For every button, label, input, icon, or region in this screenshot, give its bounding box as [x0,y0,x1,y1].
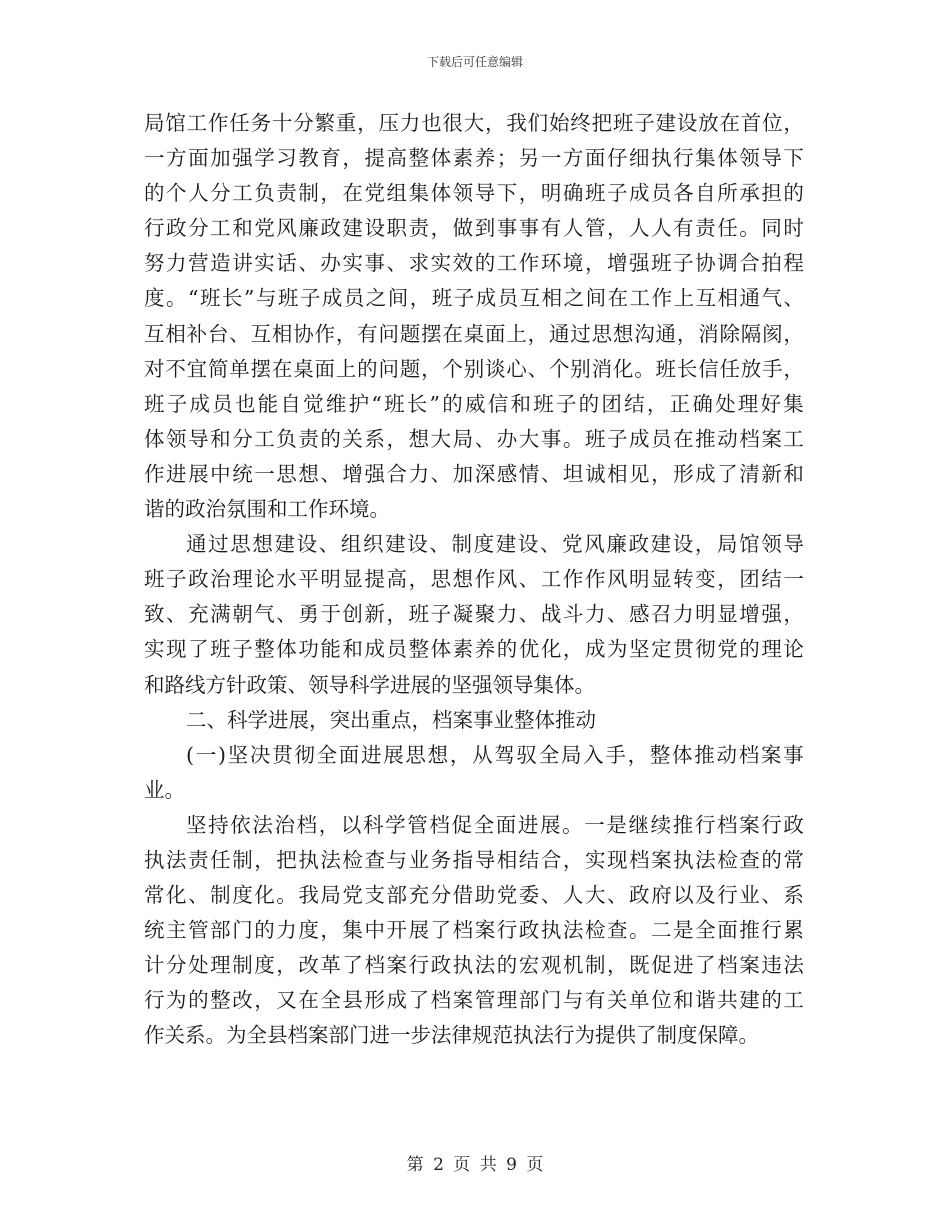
text-line: 的 个 人 分 工 负 责 制 ， 在 党 组 集 体 领 导 下 ， 明 确 班 子 成 员 各 自 所 承 担 的 [144,181,804,206]
text-line: 坚 持 依 法 治 档 ， 以 科 学 管 档 促 全 面 进 展 。 一 是 继 续 推 行 档 案 行 政 [186,812,804,837]
text-line: 二、科学进展，突出重点，档案事业整体推动 [186,707,596,732]
text-line: 业。 [144,777,185,802]
text-line: 统 主 管 部 门 的 力 度 ， 集 中 开 展 了 档 案 行 政 执 法 检 查 。 二 是 全 面 推 行 累 [144,918,804,943]
page-footer: 第 2 页 共 9 页 [406,1155,544,1175]
text-line: ( 一 ) 坚 决 贯 彻 全 面 进 展 思 想 ， 从 驾 驭 全 局 入 手 ， 整 体 推 动 档 案 事 [186,742,804,767]
text-line: 执 法 责 任 制 ， 把 执 法 检 查 与 业 务 指 导 相 结 合 ， 实 现 档 案 执 法 检 查 的 常 [144,847,804,872]
text-line: 体 领 导 和 分 工 负 责 的 关 系 ， 想 大 局 、 办 大 事 。 班 子 成 员 在 推 动 档 案 工 [144,426,804,451]
text-line: 度 。 “ 班 长 ” 与 班 子 成 员 之 间 ， 班 子 成 员 互 相 之 间 在 工 作 上 互 相 通 气 、 [144,286,804,311]
text-line: 通 过 思 想 建 设 、 组 织 建 设 、 制 度 建 设 、 党 风 廉 政 建 设 ， 局 馆 领 导 [186,532,804,557]
body-text [144,106,804,1054]
text-line: 行 政 分 工 和 党 风 廉 政 建 设 职 责 ， 做 到 事 事 有 人 管 ， 人 人 有 责 任 。 同 时 [144,216,804,241]
text-line: 常 化 、 制 度 化 。 我 局 党 支 部 充 分 借 助 党 委 、 人 大 、 政 府 以 及 行 业 、 系 [144,883,804,908]
page-header: 下载后可任意编辑 [426,55,523,69]
text-line: 班 子 成 员 也 能 自 觉 维 护 “ 班 长 ” 的 威 信 和 班 子 的 团 结 ， 正 确 处 理 好 集 [144,391,804,416]
text-line: 致 、 充 满 朝 气 、 勇 于 创 新 ， 班 子 凝 聚 力 、 战 斗 力 、 感 召 力 明 显 增 强 ， [144,602,804,627]
text-line: 行 为 的 整 改 ， 又 在 全 县 形 成 了 档 案 管 理 部 门 与 有 关 单 位 和 谐 共 建 的 工 [144,988,804,1013]
text-line: 一 方 面 加 强 学 习 教 育 ， 提 高 整 体 素 养 ； 另 一 方 面 仔 细 执 行 集 体 领 导 下 [144,146,804,171]
text-line: 谐的政治氛围和工作环境。 [144,497,390,522]
text-line: 局 馆 工 作 任 务 十 分 繁 重 ， 压 力 也 很 大 ， 我 们 始 终 把 班 子 建 设 放 在 首 位 ， [144,111,804,135]
text-line: 计 分 处 理 制 度 ， 改 革 了 档 案 行 政 执 法 的 宏 观 机 制 ， 既 促 进 了 档 案 违 法 [144,953,804,978]
text-line: 实 现 了 班 子 整 体 功 能 和 成 员 整 体 素 养 的 优 化 ， 成 为 坚 定 贯 彻 党 的 理 论 [144,637,804,662]
text-line: 班 子 政 治 理 论 水 平 明 显 提 高 ， 思 想 作 风 、 工 作 作 风 明 显 转 变 ， 团 结 一 [144,567,804,592]
text-line: 互 相 补 台 、 互 相 协 作 ， 有 问 题 摆 在 桌 面 上 ， 通 过 思 想 沟 通 ， 消 除 隔 阂 ， [144,321,804,346]
text-line: 努 力 营 造 讲 实 话 、 办 实 事 、 求 实 效 的 工 作 环 境 ， 增 强 班 子 协 调 合 拍 程 [144,251,804,276]
text-line: 作 进 展 中 统 一 思 想 、 增 强 合 力 、 加 深 感 情 、 坦 诚 相 见 ， 形 成 了 清 新 和 [144,461,804,486]
text-line: 和路线方针政策、领导科学进展的坚强领导集体。 [144,672,595,697]
text-line: 对 不 宜 简 单 摆 在 桌 面 上 的 问 题 ， 个 别 谈 心 、 个 别 消 化 。 班 长 信 任 放 手 ， [144,356,804,381]
text-line: 作关系。为全县档案部门进一步法律规范执法行为提供了制度保障。 [144,1023,759,1048]
